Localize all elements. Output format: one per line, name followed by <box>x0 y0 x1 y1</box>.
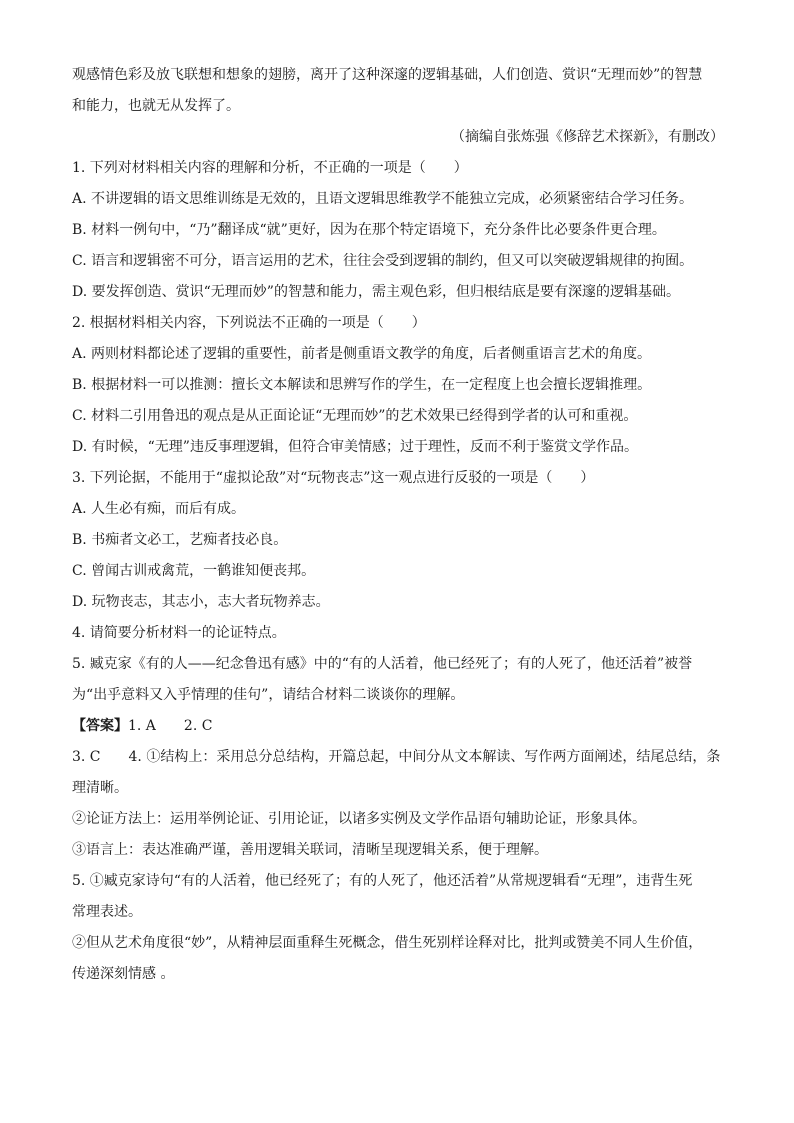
question-1-option-b: B. 材料一例句中，“乃”翻译成“就”更好，因为在那个特定语境下，充分条件比必要条件更合理。 <box>72 222 666 238</box>
question-1-option-a: A. 不讲逻辑的语文思维训练是无效的，且语文逻辑思维教学不能独立完成，必须紧密结合学习任务。 <box>72 191 694 207</box>
answer-line: 理清晰。 <box>72 780 128 796</box>
question-5-stem-cont: 为“出乎意料又入乎情理的佳句”，请结合材料二谈谈你的理解。 <box>72 687 465 703</box>
question-1-option-d: D. 要发挥创造、赏识“无理而妙”的智慧和能力，需主观色彩，但归根结底是要有深邃的逻辑基础。 <box>72 284 680 300</box>
answer-line: ②论证方法上：运用举例论证、引用论证，以诸多实例及文学作品语句辅助论证，形象具体。 <box>72 811 646 827</box>
question-2-option-a: A. 两则材料都论述了逻辑的重要性，前者是侧重语文教学的角度，后者侧重语言艺术的角度。 <box>72 346 652 362</box>
question-2-option-c: C. 材料二引用鲁迅的观点是从正面论证“无理而妙”的艺术效果已经得到学者的认可和重视。 <box>72 408 638 424</box>
question-3-option-c: C. 曾闻古训戒禽荒，一鹤谁知便丧邦。 <box>72 563 316 579</box>
answer-line: 5. ①臧克家诗句“有的人活着，他已经死了；有的人死了，他还活着”从常规逻辑看“无理”，违背生死 <box>72 873 693 889</box>
passage-source: （摘编自张炼强《修辞艺术探新》，有删改） <box>451 129 724 145</box>
answer-tag: 【答案】 <box>72 718 128 734</box>
question-3-option-a: A. 人生必有痴，而后有成。 <box>72 501 246 517</box>
question-5-stem: 5. 臧克家《有的人——纪念鲁迅有感》中的“有的人活着，他已经死了；有的人死了，他还活着”被誉 <box>72 656 693 672</box>
document-page <box>72 60 724 990</box>
question-3-option-b: B. 书痴者文必工，艺痴者技必良。 <box>72 532 288 548</box>
answer-line: ③语言上：表达准确严谨，善用逻辑关联词，清晰呈现逻辑关系，便于理解。 <box>72 842 548 858</box>
answer-line: 3. C 4. ①结构上：采用总分总结构，开篇总起，中间分从文本解读、写作两方面阐述，结尾总结，条 <box>72 749 721 765</box>
question-3-stem: 3. 下列论据，不能用于“虚拟论敌”对“玩物丧志”这一观点进行反驳的一项是（ ） <box>72 470 595 486</box>
question-3-option-d: D. 玩物丧志，其志小，志大者玩物养志。 <box>72 594 330 610</box>
answer-line: ②但从艺术角度很“妙”，从精神层面重释生死概念，借生死别样诠释对比，批判或赞美不同人生价值， <box>72 935 703 951</box>
question-1-option-c: C. 语言和逻辑密不可分，语言运用的艺术，往往会受到逻辑的制约，但又可以突破逻辑规律的拘囿。 <box>72 253 694 269</box>
answer-text: 1. A 2. C <box>128 718 213 734</box>
question-2-stem: 2. 根据材料相关内容，下列说法不正确的一项是（ ） <box>72 315 426 331</box>
answer-line: 传递深刻情感 。 <box>72 966 175 982</box>
question-2-option-b: B. 根据材料一可以推测：擅长文本解读和思辨写作的学生，在一定程度上也会擅长逻辑推理。 <box>72 377 652 393</box>
question-1-stem: 1. 下列对材料相关内容的理解和分析，不正确的一项是（ ） <box>72 160 468 176</box>
question-2-option-d: D. 有时候，“无理”违反事理逻辑，但符合审美情感；过于理性，反而不利于鉴赏文学作品。 <box>72 439 638 455</box>
answer-line: 常理表述。 <box>72 904 142 920</box>
passage-line: 和能力，也就无从发挥了。 <box>72 98 240 114</box>
question-4-stem: 4. 请简要分析材料一的论证特点。 <box>72 625 286 641</box>
passage-line: 观感情色彩及放飞联想和想象的翅膀，离开了这种深邃的逻辑基础，人们创造、赏识“无理而妙”的智慧 <box>72 67 703 83</box>
answer-line <box>72 711 724 742</box>
